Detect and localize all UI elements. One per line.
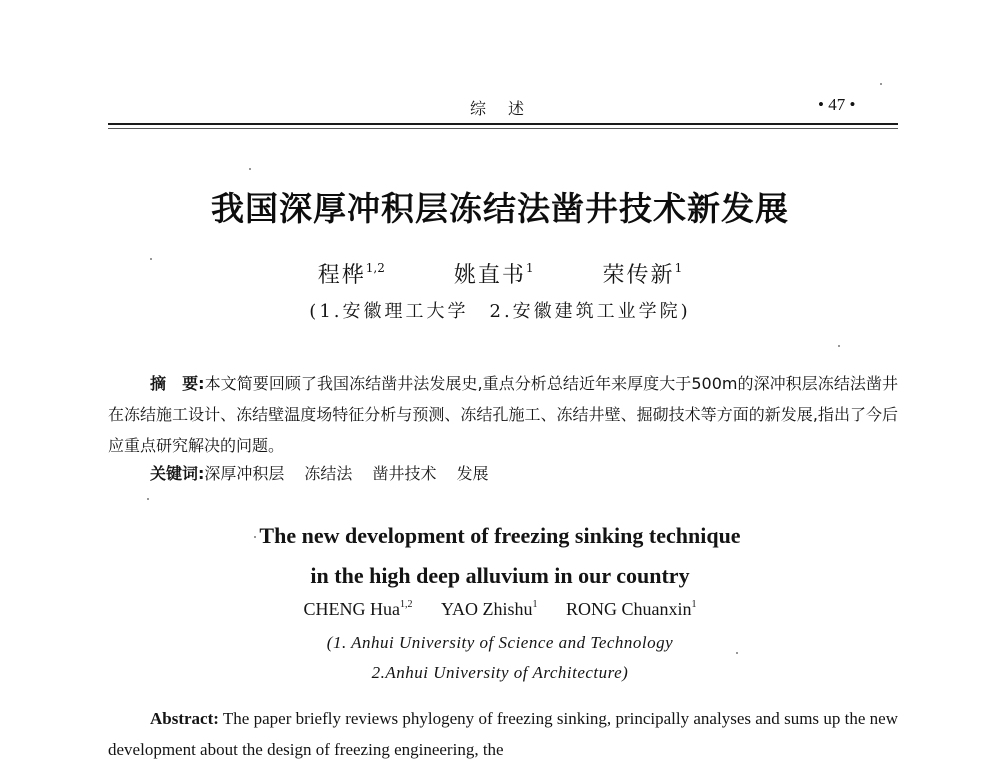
authors-cn <box>0 258 1000 289</box>
header-rule <box>108 123 898 125</box>
abstract-en <box>108 703 898 765</box>
keywords-cn <box>150 461 508 484</box>
abstract-en-label: Abstract: <box>150 709 219 728</box>
affiliations-cn: (1.安徽理工大学 2.安徽建筑工业学院) <box>309 301 691 322</box>
keywords-cn-label: 关键词: <box>150 464 205 483</box>
scan-speck <box>838 345 840 347</box>
scan-speck <box>147 498 149 500</box>
affiliation-en-line1: (1. Anhui University of Science and Technology <box>326 633 674 652</box>
scan-speck <box>254 536 256 538</box>
scan-speck <box>736 652 738 654</box>
author-en: CHENG Hua$^{1,2}$ <box>303 599 413 619</box>
header-rule-thin <box>108 128 898 129</box>
author-cn: 荣传新$^1$ <box>602 261 683 288</box>
section-label: 综述 <box>470 99 547 118</box>
abstract-cn <box>108 368 898 461</box>
author-en: YAO Zhishu$^1$ <box>440 599 538 619</box>
keyword: 深厚冲积层 <box>204 464 285 483</box>
author-cn: 姚直书$^1$ <box>453 261 534 288</box>
abstract-en-text: The paper briefly reviews phylogeny of freezing sinking, principally analyses and sums up the new development about the design of freezing engineering, the <box>108 709 898 759</box>
scan-speck <box>880 83 882 85</box>
keyword: 凿井技术 <box>372 464 437 483</box>
abstract-cn-text: 本文简要回顾了我国冻结凿井法发展史,重点分析总结近年来厚度大于500m的深冲积层冻结法凿井在冻结施工设计、冻结壁温度场特征分析与预测、冻结孔施工、冻结井壁、掘砌技术等方面的新发展,指出了今后应重点研究解决的问题。 <box>108 374 898 455</box>
keyword: 发展 <box>456 464 489 483</box>
affiliation-en-line2: 2.Anhui University of Architecture) <box>371 663 629 682</box>
author-en: RONG Chuanxin$^1$ <box>566 599 697 619</box>
keyword: 冻结法 <box>304 464 353 483</box>
abstract-cn-label: 摘 要: <box>150 374 205 393</box>
paper-title-en-line2: in the high deep alluvium in our country <box>310 563 690 588</box>
page-number: • 47 • <box>818 95 856 114</box>
author-cn: 程桦$^{1,2}$ <box>317 261 385 288</box>
authors-en <box>0 599 1000 620</box>
paper-title-cn: 我国深厚冲积层冻结法凿井技术新发展 <box>211 189 789 228</box>
scan-speck <box>249 168 251 170</box>
scan-speck <box>150 258 152 260</box>
paper-title-en-line1: The new development of freezing sinking technique <box>259 523 741 548</box>
